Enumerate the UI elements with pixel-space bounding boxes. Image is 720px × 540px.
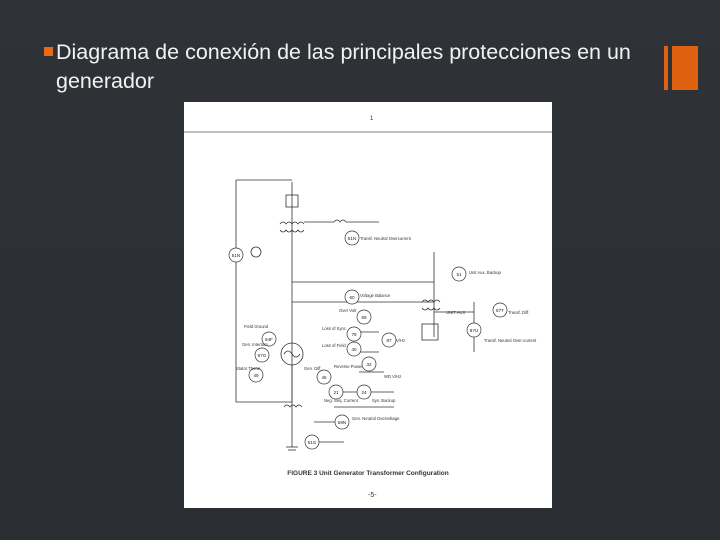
device-numbers — [232, 236, 504, 445]
svg-text:Stator Therm.: Stator Therm. — [236, 366, 262, 371]
protection-diagram-figure — [184, 102, 552, 508]
bullet-marker — [44, 47, 53, 56]
svg-text:51G: 51G — [307, 440, 317, 445]
svg-text:32: 32 — [366, 362, 372, 367]
slide-title: Diagrama de conexión de las principales protecciones en un generador — [56, 40, 631, 93]
svg-text:Loss of Sync: Loss of Sync — [322, 326, 346, 331]
figure-caption: FIGURE 3 Unit Generator Transformer Configuration — [287, 470, 449, 477]
svg-text:59: 59 — [361, 315, 367, 320]
svg-text:V/Hz: V/Hz — [396, 338, 406, 343]
svg-text:87G: 87G — [257, 353, 267, 358]
svg-text:87: 87 — [386, 338, 392, 343]
svg-text:60: 60 — [349, 295, 355, 300]
page-number-bottom: -5- — [368, 492, 377, 499]
svg-text:Transf. Neutral Overcurrent: Transf. Neutral Overcurrent — [360, 236, 411, 241]
svg-text:Neg. Seq. Current: Neg. Seq. Current — [324, 398, 358, 403]
svg-text:64F: 64F — [265, 337, 273, 342]
svg-text:Field Ground: Field Ground — [244, 324, 269, 329]
one-line-diagram — [184, 102, 552, 508]
svg-text:UNIT AUX: UNIT AUX — [446, 310, 466, 315]
svg-text:Reverse Power: Reverse Power — [334, 364, 363, 369]
svg-text:Gen. Neutral Overvoltage: Gen. Neutral Overvoltage — [352, 416, 400, 421]
svg-text:Transf. Neutral Over-current: Transf. Neutral Over-current — [484, 338, 537, 343]
svg-text:51: 51 — [456, 272, 462, 277]
page-number-top: 1 — [370, 116, 374, 122]
accent-bar-thick — [672, 46, 698, 90]
svg-text:87T: 87T — [496, 308, 504, 313]
svg-text:Gen. Interturn: Gen. Interturn — [242, 342, 268, 347]
svg-text:Gen. Diff.: Gen. Diff. — [304, 366, 322, 371]
svg-text:WD V/Hz: WD V/Hz — [384, 374, 402, 379]
svg-text:59N: 59N — [337, 420, 347, 425]
svg-text:87U: 87U — [469, 328, 479, 333]
svg-text:46: 46 — [321, 375, 327, 380]
svg-text:78: 78 — [351, 332, 357, 337]
svg-text:Loss of Field: Loss of Field — [322, 343, 346, 348]
svg-text:40: 40 — [351, 347, 357, 352]
svg-text:Voltage Balance: Voltage Balance — [360, 293, 391, 298]
svg-text:Sys. Backup: Sys. Backup — [372, 398, 396, 403]
slide-title-block — [44, 38, 654, 96]
svg-text:51N: 51N — [231, 253, 241, 258]
accent-bar-thin — [664, 46, 668, 90]
svg-text:Over Volt: Over Volt — [339, 308, 357, 313]
svg-text:24: 24 — [361, 390, 367, 395]
svg-text:51N: 51N — [347, 236, 357, 241]
svg-text:Transf. Diff.: Transf. Diff. — [508, 310, 530, 315]
svg-text:Unit Aux. Backup: Unit Aux. Backup — [469, 270, 501, 275]
svg-text:49: 49 — [253, 373, 259, 378]
diagram-labels — [236, 236, 537, 421]
svg-text:21: 21 — [333, 390, 339, 395]
